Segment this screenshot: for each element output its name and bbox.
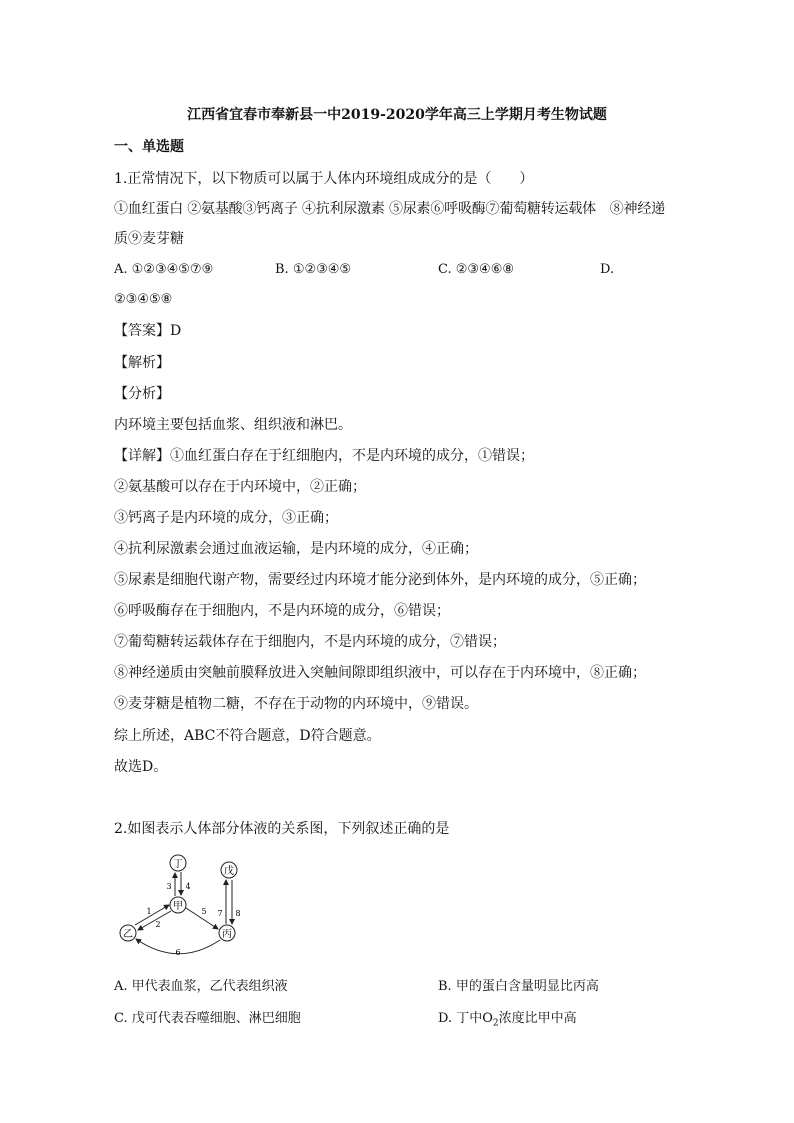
q1-items-line1: ①血红蛋白 ②氨基酸③钙离子 ④抗利尿激素 ⑤尿素⑥呼吸酶⑦葡萄糖转运载体 ⑧神经递 xyxy=(114,201,665,217)
arrow-label-3: 3 xyxy=(166,882,172,891)
q1-explain-label: 【解析】 xyxy=(114,355,170,371)
q1-answer: 【答案】D xyxy=(114,323,182,339)
q1-option-d: D. xyxy=(600,262,615,277)
q1-detail-line: ⑧神经递质由突触前膜释放进入突触间隙即组织液中，可以存在于内环境中，⑧正确； xyxy=(114,665,646,681)
q1-stem: 1.正常情况下，以下物质可以属于人体内环境组成成分的是（ ） xyxy=(114,171,534,187)
arrow-label-7: 7 xyxy=(217,909,223,918)
q1-choice: 故选D。 xyxy=(114,759,168,775)
q1-items-line2: 质⑨麦芽糖 xyxy=(114,231,184,247)
arrow-label-2: 2 xyxy=(155,920,161,929)
q1-analysis-label: 【分析】 xyxy=(114,386,170,402)
q1-analysis-text: 内环境主要包括血浆、组织液和淋巴。 xyxy=(114,417,352,433)
q2-stem: 2.如图表示人体部分体液的关系图，下列叙述正确的是 xyxy=(114,821,450,837)
arrow-label-4: 4 xyxy=(185,882,191,891)
arrow-label-1: 1 xyxy=(146,907,152,916)
q1-detail-line: ⑨麦芽糖是植物二糖，不存在于动物的内环境中，⑨错误。 xyxy=(114,696,478,712)
q1-detail-line: ⑦葡萄糖转运载体存在于细胞内，不是内环境的成分，⑦错误； xyxy=(114,634,506,650)
node-bing-label: 丙 xyxy=(222,929,232,940)
arrow-label-6: 6 xyxy=(175,948,181,957)
q1-option-b: B. ①②③④⑤ xyxy=(275,262,352,277)
arrow-label-8: 8 xyxy=(235,909,241,918)
q2-option-b: B. 甲的蛋白含量明显比丙高 xyxy=(438,979,599,994)
q1-detail-line: ④抗利尿激素会通过血液运输，是内环境的成分，④正确； xyxy=(114,541,478,557)
node-jia-label: 甲 xyxy=(173,901,183,912)
node-yi-label: 乙 xyxy=(123,929,133,940)
q1-detail-line: ⑥呼吸酶存在于细胞内，不是内环境的成分，⑥错误； xyxy=(114,603,450,619)
q2-option-c: C. 戊可代表吞噬细胞、淋巴细胞 xyxy=(114,1011,301,1026)
arrow-label-5: 5 xyxy=(201,907,207,916)
q1-option-d-content: ②③④⑤⑧ xyxy=(114,292,173,307)
q1-option-c: C. ②③④⑥⑧ xyxy=(438,262,515,277)
body-fluid-diagram xyxy=(112,850,252,960)
q2-option-d-suffix: 浓度比甲中高 xyxy=(498,1011,577,1026)
q1-detail-line: ②氨基酸可以存在于内环境中，②正确； xyxy=(114,479,366,495)
q2-option-a: A. 甲代表血浆，乙代表组织液 xyxy=(114,979,288,994)
q1-detail-line: ③钙离子是内环境的成分，③正确； xyxy=(114,510,338,526)
node-ding-label: 丁 xyxy=(173,859,183,870)
q2-option-d xyxy=(438,1010,577,1033)
q1-detail-line: 【详解】①血红蛋白存在于红细胞内，不是内环境的成分，①错误； xyxy=(114,448,534,464)
document-title: 江西省宜春市奉新县一中2019-2020学年高三上学期月考生物试题 xyxy=(187,107,607,123)
q1-detail-line: ⑤尿素是细胞代谢产物，需要经过内环境才能分泌到体外，是内环境的成分，⑤正确； xyxy=(114,572,646,588)
q2-option-d-prefix: D. 丁中O xyxy=(438,1011,493,1026)
q2-option-d-subscript: 2 xyxy=(492,1018,499,1029)
section-heading: 一、单选题 xyxy=(114,139,184,155)
q1-option-a: A. ①②③④⑤⑦⑨ xyxy=(114,262,214,277)
node-wu-label: 戊 xyxy=(224,866,234,877)
q1-summary: 综上所述，ABC不符合题意，D符合题意。 xyxy=(114,728,381,744)
